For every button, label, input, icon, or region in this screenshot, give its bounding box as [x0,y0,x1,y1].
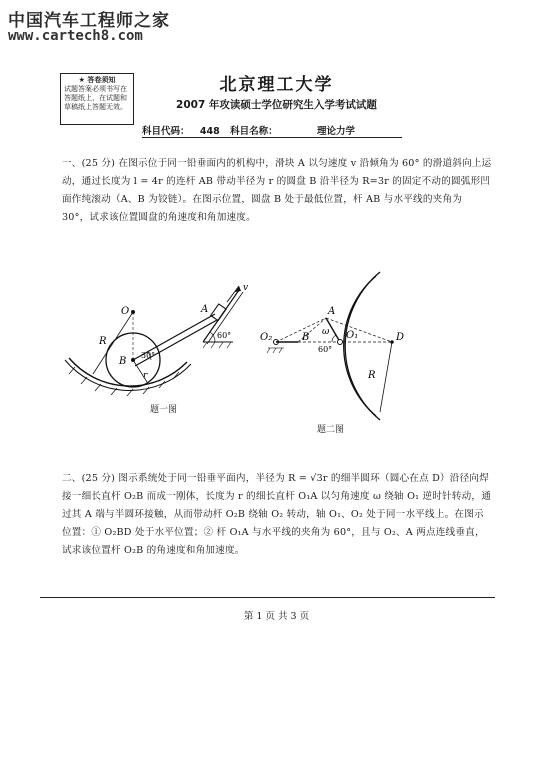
page-footer: 第 1 页 共 3 页 [243,611,310,622]
name-label: 科目名称： [230,126,278,137]
label-r: r [143,371,148,381]
label-v: v [243,283,249,293]
watermark-title: 中国汽车工程师之家 [8,11,170,31]
label-O1: O₁ [346,330,359,341]
footer-rule [40,597,495,598]
label-R: R [99,336,107,347]
label-ang60-2: 60° [318,345,333,354]
university-name: 北京理工大学 [219,75,334,95]
header-rule [142,137,402,138]
label-A2: A [328,306,336,317]
problem-1-text: 一、(25 分) 在图示位于同一铅垂面内的机构中，滑块 A 以匀速度 v 沿倾角为 60° 的滑道斜向上运动，通过长度为 l = 4r 的连杆 AB 带动半径为 r 的圆盘 B 沿半径为 R=3r 的固定不动的圆弧形凹面作纯滚动（A、B 为铰链）。在图示位置，圆盘 B 处于最低位置，杆 AB 与水平线的夹角为 30°，试求该位置圆盘的角速度和角加速度。 [62,158,492,223]
name-value: 理论力学 [281,123,391,138]
exam-title: 2007 年攻读硕士学位研究生入学考试试题 [176,99,377,111]
slider-A [211,304,226,321]
label-R2: R [368,370,376,381]
figure-2 [258,262,408,432]
figure-2-caption: 题二图 [317,425,345,435]
figure-1-caption: 题一图 [150,405,178,415]
label-B: B [119,356,127,367]
notice-body: 试题答案必须书写在答题纸上，在试题和草稿纸上答题无效。 [64,85,127,111]
label-ang30: 30° [141,351,156,360]
label-D: D [396,332,405,343]
watermark-url: www.cartech8.com [8,28,143,44]
problem-2-text: 二、(25 分) 图示系统处于同一铅垂平面内，半径为 R = √3r 的细半圆环（圆心在点 D）沿径向焊接一细长直杆 O₂B 而成一刚体，长度为 r 的细长直杆 O₁A 以匀角速度 ω 绕轴 O₁ 逆时针转动，通过其 A 端与半圆环接触，从而带动杆 O₂B 绕轴 O₂ 转动，轴 O₁、O₂ 处于同一水平线上。在图示位置：① O₂BD 处于水平位置；② 杆 O₁A 与水平线的夹角为 60°，且与 O₂、A 两点连线垂直，试求该位置杆 O₂B 的角速度和角加速度。 [62,473,492,556]
code-label: 科目代码： [142,126,190,137]
label-ang60: 60° [217,331,232,340]
label-O: O [121,306,130,317]
semi-ring [344,276,376,416]
label-O2: O₂ [260,332,273,343]
label-B2: B [302,332,310,343]
label-A: A [201,304,209,315]
label-omega: ω [322,327,330,337]
subject-line [142,123,391,138]
code-value: 448 [193,126,227,138]
figure-1 [55,282,265,417]
notice-title: ★ 答卷须知 [78,76,116,84]
